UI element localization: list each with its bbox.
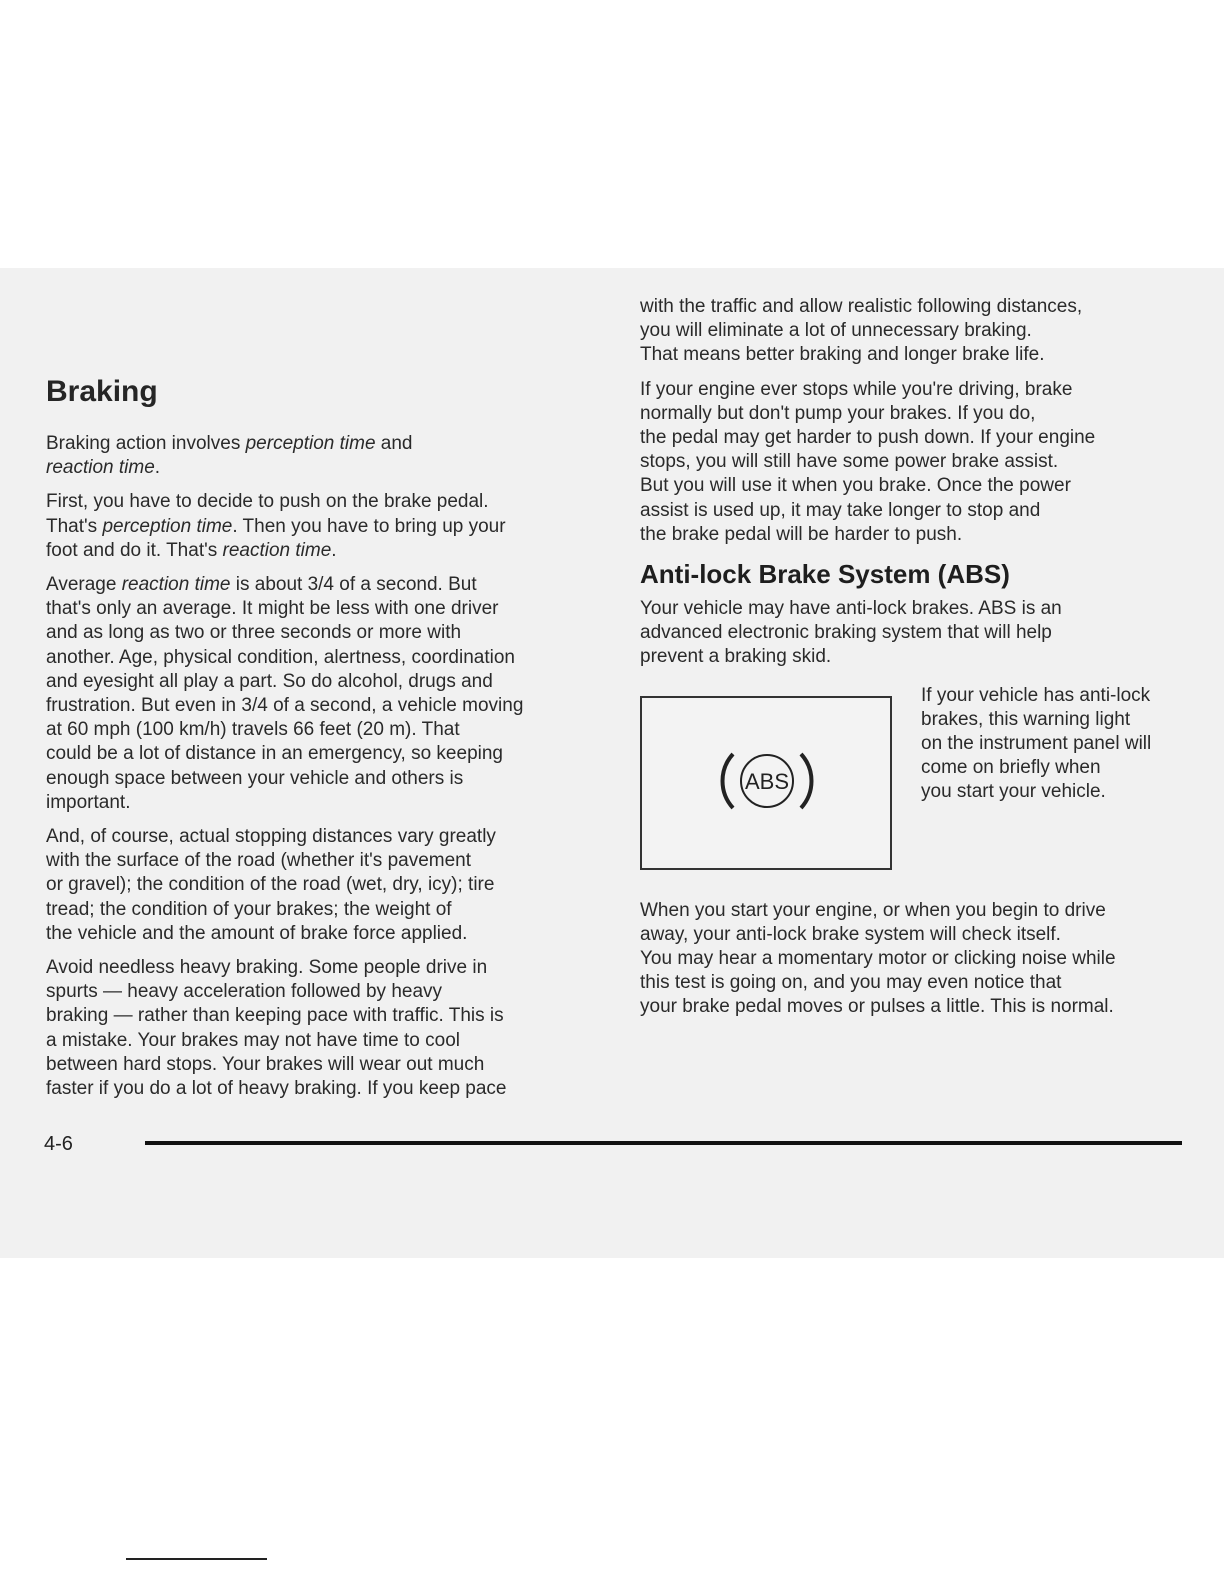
paragraph-abs-light bbox=[921, 684, 1191, 805]
paragraph-traffic-pace bbox=[640, 295, 1185, 368]
text-line: the pedal may get harder to push down. If your engine bbox=[640, 427, 1096, 449]
abs-warning-light-icon bbox=[715, 740, 819, 822]
text-line: with the traffic and allow realistic following distances, bbox=[640, 296, 1083, 317]
text-line: stops, you will still have some power brake assist. bbox=[640, 451, 1059, 473]
text-line: That means better braking and longer brake life. bbox=[640, 344, 1045, 366]
text-line: the brake pedal will be harder to push. bbox=[640, 523, 963, 545]
paragraph-abs-self-check bbox=[640, 899, 1185, 1020]
text-line: you will eliminate a lot of unnecessary braking. bbox=[640, 320, 1032, 342]
text-line: spurts — heavy acceleration followed by heavy bbox=[46, 981, 443, 1003]
text-line: between hard stops. Your brakes will wear out much bbox=[46, 1053, 485, 1075]
italic-term: perception time bbox=[102, 515, 233, 537]
left-column bbox=[46, 432, 616, 1111]
text-line: or gravel); the condition of the road (wet, dry, icy); tire bbox=[46, 874, 495, 896]
abs-light-label: ABS bbox=[744, 768, 790, 794]
text-line: at 60 mph (100 km/h) travels 66 feet (20 m). That bbox=[46, 719, 460, 741]
text-line: You may hear a momentary motor or clicking noise while bbox=[640, 948, 1116, 970]
text-line: Avoid needless heavy braking. Some people drive in bbox=[46, 957, 488, 979]
text-line: and as long as two or three seconds or more with bbox=[46, 622, 462, 644]
text-line: When you start your engine, or when you begin to drive bbox=[640, 899, 1106, 921]
text-line: If your vehicle has anti-lock bbox=[921, 684, 1151, 706]
right-column bbox=[640, 295, 1185, 1030]
italic-term: reaction time bbox=[121, 574, 231, 596]
bottom-divider bbox=[126, 1558, 267, 1560]
text-line: could be a lot of distance in an emergency, so keeping bbox=[46, 743, 503, 765]
text-line: tread; the condition of your brakes; the weight of bbox=[46, 898, 452, 920]
text-line: normally but don't pump your brakes. If you do, bbox=[640, 402, 1036, 424]
paragraph-engine-stops bbox=[640, 378, 1185, 547]
text-line: braking — rather than keeping pace with traffic. This is bbox=[46, 1005, 504, 1027]
text-line: and eyesight all play a part. So do alcohol, drugs and bbox=[46, 670, 493, 692]
text-line: Braking action involves perception time and bbox=[46, 433, 413, 454]
text-line: But you will use it when you brake. Once the power bbox=[640, 475, 1071, 497]
text-line: foot and do it. That's reaction time. bbox=[46, 539, 337, 561]
text-line: advanced electronic braking system that will help bbox=[640, 622, 1052, 644]
text-line: with the surface of the road (whether it's pavement bbox=[46, 850, 472, 872]
paragraph-abs-intro bbox=[640, 597, 1185, 670]
text-line: That's perception time. Then you have to bring up your bbox=[46, 515, 506, 537]
italic-term: reaction time bbox=[46, 457, 155, 479]
page-number: 4-6 bbox=[44, 1133, 73, 1155]
text-line: the vehicle and the amount of brake force applied. bbox=[46, 922, 468, 944]
paragraph-avoid-heavy-braking bbox=[46, 956, 616, 1101]
abs-section-title: Anti-lock Brake System (ABS) bbox=[640, 559, 1010, 590]
text-line: on the instrument panel will bbox=[921, 733, 1152, 755]
page-title: Braking bbox=[46, 375, 158, 408]
paragraph-perception-time bbox=[46, 490, 616, 563]
text-line: your brake pedal moves or pulses a little. This is normal. bbox=[640, 996, 1114, 1018]
paragraph-stopping-distances bbox=[46, 825, 616, 946]
paragraph-braking-action bbox=[46, 432, 616, 480]
text-line: brakes, this warning light bbox=[921, 708, 1131, 730]
text-line: that's only an average. It might be less with one driver bbox=[46, 598, 499, 620]
italic-term: perception time bbox=[245, 433, 376, 454]
text-line: another. Age, physical condition, alertness, coordination bbox=[46, 646, 515, 668]
text-line: faster if you do a lot of heavy braking. If you keep pace bbox=[46, 1078, 507, 1100]
text-line: come on briefly when bbox=[921, 757, 1101, 779]
text-line: Average reaction time is about 3/4 of a second. But bbox=[46, 574, 477, 596]
italic-term: reaction time bbox=[222, 539, 332, 561]
text-line: away, your anti-lock brake system will check itself. bbox=[640, 923, 1061, 945]
paragraph-average-reaction bbox=[46, 573, 616, 815]
text-line: Your vehicle may have anti-lock brakes. ABS is an bbox=[640, 598, 1062, 620]
text-line: If your engine ever stops while you're driving, brake bbox=[640, 378, 1073, 400]
text-line: First, you have to decide to push on the brake pedal. bbox=[46, 491, 489, 513]
text-line: assist is used up, it may take longer to stop and bbox=[640, 499, 1041, 521]
abs-light-illustration bbox=[640, 696, 892, 870]
text-line: enough space between your vehicle and others is bbox=[46, 767, 464, 789]
text-line: you start your vehicle. bbox=[921, 781, 1106, 803]
text-line: frustration. But even in 3/4 of a second, a vehicle moving bbox=[46, 695, 524, 717]
text-line: reaction time. bbox=[46, 457, 161, 479]
text-line: this test is going on, and you may even notice that bbox=[640, 972, 1062, 994]
footer-rule bbox=[145, 1141, 1182, 1145]
text-line: a mistake. Your brakes may not have time to cool bbox=[46, 1029, 460, 1051]
text-line: prevent a braking skid. bbox=[640, 646, 832, 668]
abs-warning-figure bbox=[640, 684, 1185, 899]
text-line: And, of course, actual stopping distances vary greatly bbox=[46, 826, 496, 848]
text-line: important. bbox=[46, 791, 131, 813]
